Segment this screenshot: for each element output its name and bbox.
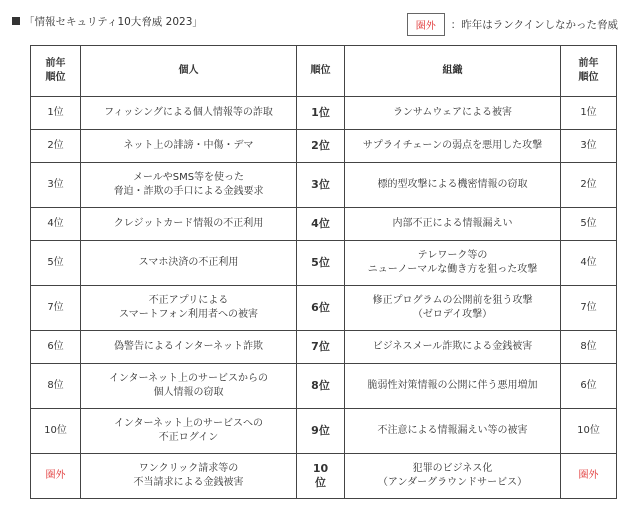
organization-threat-cell: 不注意による情報漏えい等の被害 [345,409,561,454]
prev-rank-individual-cell: 10位 [31,409,81,454]
title-text: 「情報セキュリティ10大脅威 2023」 [24,16,203,28]
header-individual: 個人 [81,46,297,97]
individual-threat-cell: 偽警告によるインターネット詐欺 [81,331,297,364]
prev-rank-individual-cell: 1位 [31,97,81,130]
rank-cell: 2位 [297,130,345,163]
individual-threat-cell: メールやSMS等を使った 脅迫・詐欺の手口による金銭要求 [81,163,297,208]
rank-cell: 7位 [297,331,345,364]
prev-rank-organization-cell: 7位 [561,286,617,331]
header-rank: 順位 [297,46,345,97]
organization-threat-cell: ランサムウェアによる被害 [345,97,561,130]
individual-threat-cell: インターネット上のサービスからの 個人情報の窃取 [81,364,297,409]
out-of-rank-badge: 圏外 [407,13,445,36]
prev-rank-organization-cell: 3位 [561,130,617,163]
table-row [31,331,617,364]
table-row [31,409,617,454]
rank-cell: 9位 [297,409,345,454]
prev-rank-individual-cell: 5位 [31,241,81,286]
prev-rank-individual-cell: 2位 [31,130,81,163]
individual-threat-cell: クレジットカード情報の不正利用 [81,208,297,241]
table-row [31,454,617,499]
rank-cell: 3位 [297,163,345,208]
prev-rank-organization-cell: 4位 [561,241,617,286]
rank-cell: 8位 [297,364,345,409]
header-prev-rank-organization: 前年 順位 [561,46,617,97]
organization-threat-cell: 内部不正による情報漏えい [345,208,561,241]
square-bullet-icon [12,17,20,25]
prev-rank-organization-cell: 圏外 [561,454,617,499]
header-prev-rank-individual: 前年 順位 [31,46,81,97]
table-row [31,130,617,163]
rank-cell: 10 位 [297,454,345,499]
legend [407,13,618,36]
table-row [31,97,617,130]
prev-rank-organization-cell: 2位 [561,163,617,208]
prev-rank-organization-cell: 5位 [561,208,617,241]
individual-threat-cell: インターネット上のサービスへの 不正ログイン [81,409,297,454]
prev-rank-organization-cell: 6位 [561,364,617,409]
individual-threat-cell: ワンクリック請求等の 不当請求による金銭被害 [81,454,297,499]
organization-threat-cell: 犯罪のビジネス化 （アンダーグラウンドサービス） [345,454,561,499]
threat-ranking-table [30,45,617,499]
individual-threat-cell: ネット上の誹謗・中傷・デマ [81,130,297,163]
rank-cell: 5位 [297,241,345,286]
page-title [12,14,203,29]
organization-threat-cell: ビジネスメール詐欺による金銭被害 [345,331,561,364]
table-header-row [31,46,617,97]
table-row [31,286,617,331]
prev-rank-individual-cell: 3位 [31,163,81,208]
table-row [31,163,617,208]
individual-threat-cell: スマホ決済の不正利用 [81,241,297,286]
table-row [31,241,617,286]
prev-rank-organization-cell: 10位 [561,409,617,454]
prev-rank-individual-cell: 4位 [31,208,81,241]
individual-threat-cell: 不正アプリによる スマートフォン利用者への被害 [81,286,297,331]
rank-cell: 4位 [297,208,345,241]
table-row [31,364,617,409]
table-row [31,208,617,241]
rank-cell: 6位 [297,286,345,331]
individual-threat-cell: フィッシングによる個人情報等の詐取 [81,97,297,130]
organization-threat-cell: テレワーク等の ニューノーマルな働き方を狙った攻撃 [345,241,561,286]
legend-text: ：昨年はランクインしなかった脅威 [450,19,618,31]
organization-threat-cell: 脆弱性対策情報の公開に伴う悪用増加 [345,364,561,409]
prev-rank-organization-cell: 1位 [561,97,617,130]
organization-threat-cell: 標的型攻撃による機密情報の窃取 [345,163,561,208]
prev-rank-individual-cell: 8位 [31,364,81,409]
prev-rank-individual-cell: 7位 [31,286,81,331]
header-organization: 組織 [345,46,561,97]
organization-threat-cell: サプライチェーンの弱点を悪用した攻撃 [345,130,561,163]
prev-rank-individual-cell: 圏外 [31,454,81,499]
rank-cell: 1位 [297,97,345,130]
prev-rank-individual-cell: 6位 [31,331,81,364]
prev-rank-organization-cell: 8位 [561,331,617,364]
organization-threat-cell: 修正プログラムの公開前を狙う攻撃 （ゼロデイ攻撃） [345,286,561,331]
